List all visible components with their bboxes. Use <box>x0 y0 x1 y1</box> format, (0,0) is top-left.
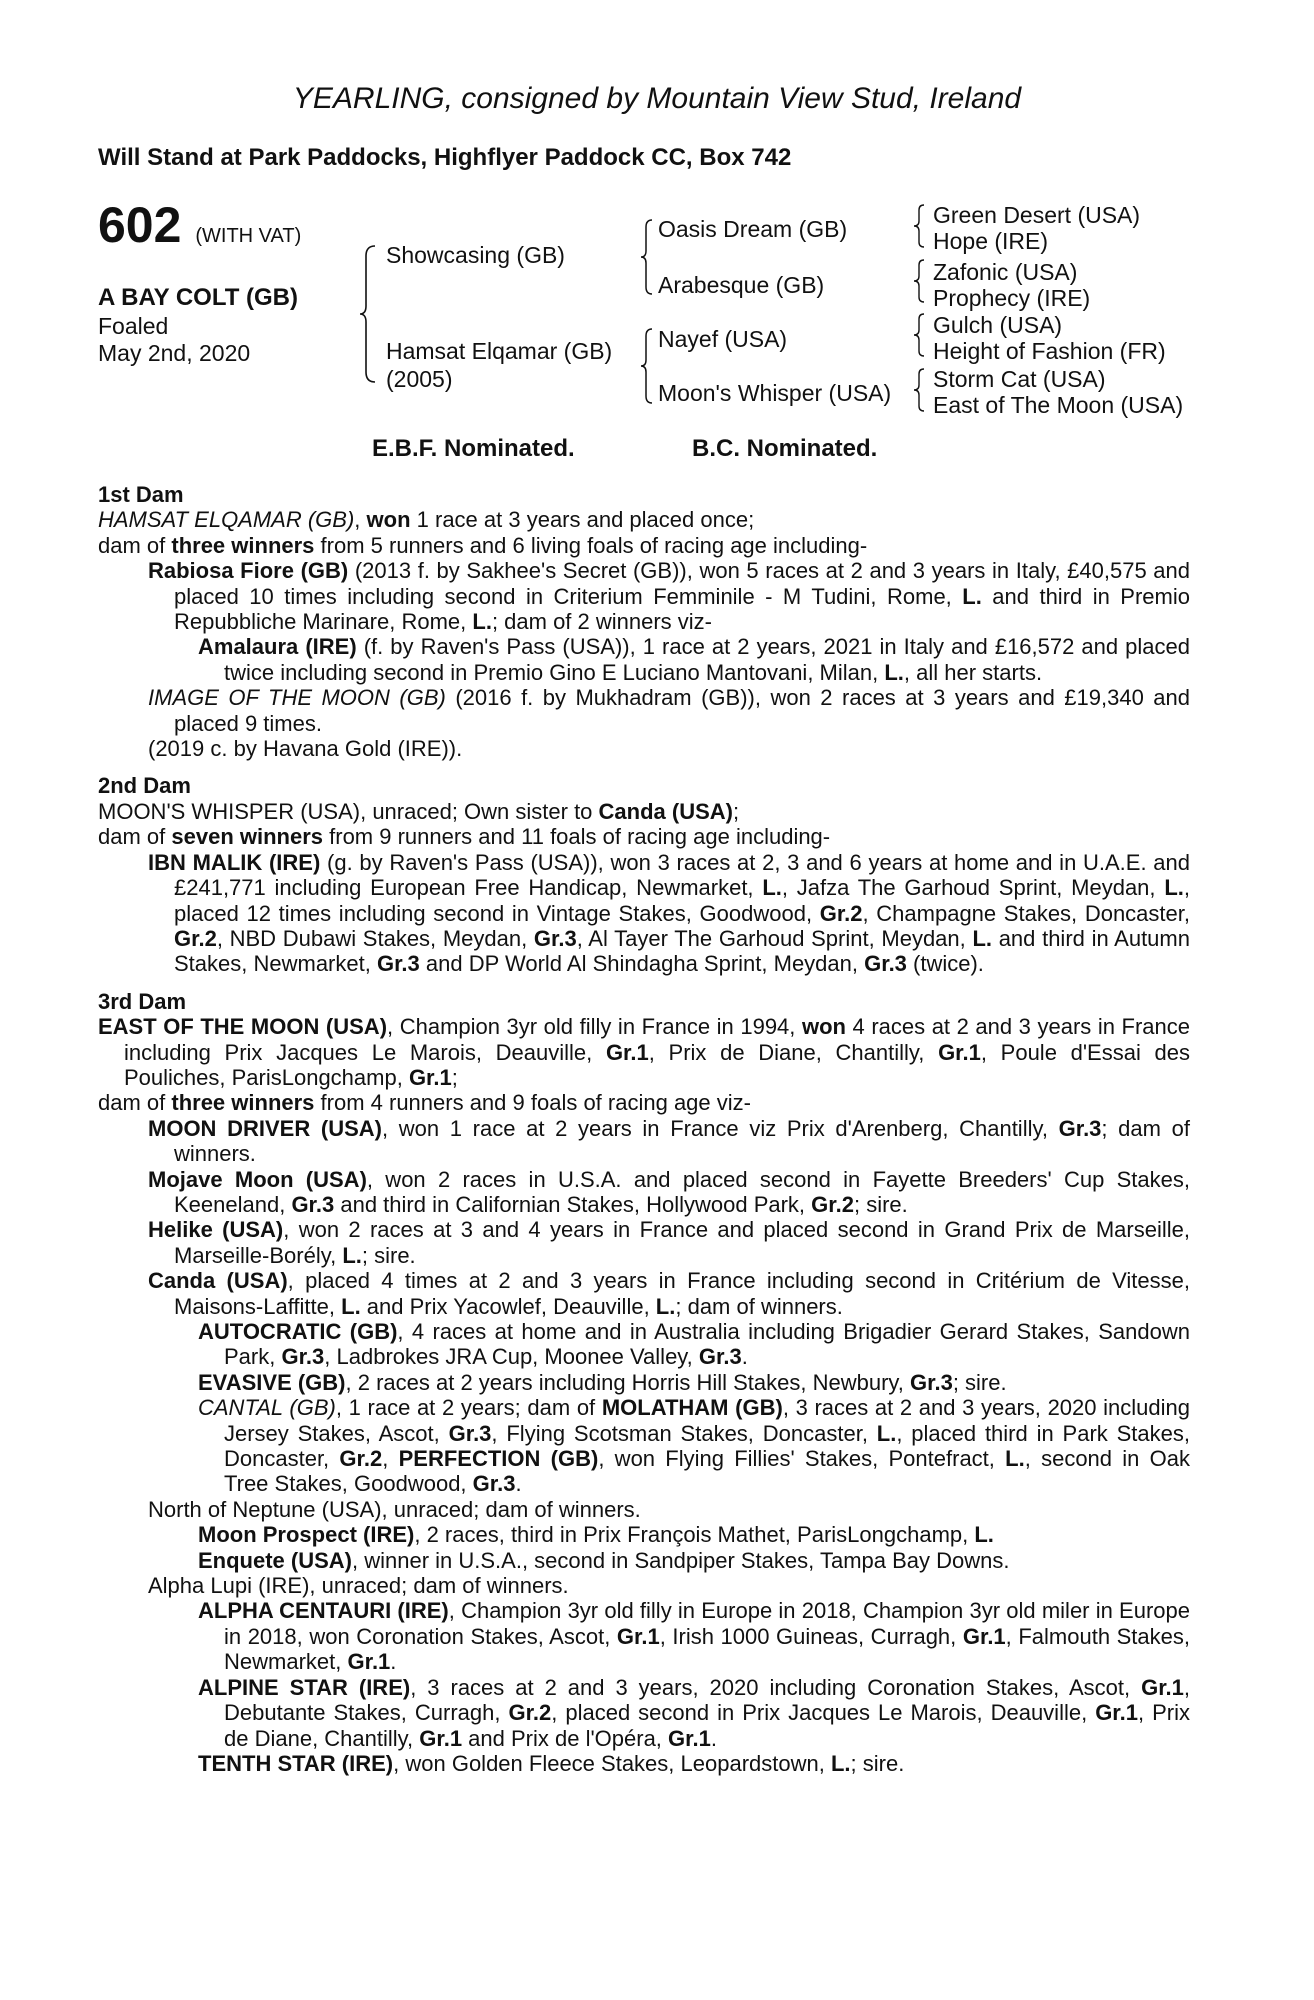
ebf-nomination: E.B.F. Nominated. <box>372 435 575 462</box>
produce-entry: Amalaura (IRE) (f. by Raven's Pass (USA)), 1 race at 2 years, 2021 in Italy and £16,572 and placed twice including second in Premio Gino E Luciano Mantovani, Milan, L., all her starts. <box>198 634 1190 685</box>
foaled-label: Foaled <box>98 313 169 339</box>
third-dam-heading: 3rd Dam <box>98 988 187 1014</box>
first-dam-heading: 1st Dam <box>98 482 184 507</box>
pedigree-ssd: Hope (IRE) <box>933 228 1049 254</box>
pedigree-brace-ss <box>912 203 926 249</box>
produce-entry: Mojave Moon (USA), won 2 races in U.S.A. and placed second in Fayette Breeders' Cup Stakes, Keeneland, Gr.3 and third in Californian Stakes, Hollywood Park, Gr.2; sire. <box>148 1166 1190 1217</box>
vat-label: (WITH VAT) <box>195 225 302 247</box>
produce-entry: ALPINE STAR (IRE), 3 races at 2 and 3 years, 2020 including Coronation Stakes, Ascot, Gr.1, Debutante Stakes, Curragh, Gr.2, placed second in Prix Jacques Le Marois, Deauville, Gr.1, Prix de Diane, Chantilly, Gr.1 and Prix de l'Opéra, Gr.1. <box>198 1674 1191 1751</box>
produce-entry: Enquete (USA), winner in U.S.A., second in Sandpiper Stakes, Tampa Bay Downs. <box>198 1547 1010 1573</box>
pedigree-dds: Storm Cat (USA) <box>933 366 1106 392</box>
produce-entry: EVASIVE (GB), 2 races at 2 years including Horris Hill Stakes, Newbury, Gr.3; sire. <box>198 1369 1007 1395</box>
produce-entry: (2019 c. by Havana Gold (IRE)). <box>148 736 463 762</box>
produce-entry: CANTAL (GB), 1 race at 2 years; dam of MOLATHAM (GB), 3 races at 2 and 3 years, 2020 including Jersey Stakes, Ascot, Gr.3, Flying Scotsman Stakes, Doncaster, L., placed third in Park Stakes, Doncaster, Gr.2, PERFECTION (GB), won Flying Fillies' Stakes, Pontefract, L., second in Oak Tree Stakes, Goodwood, Gr.3. <box>198 1395 1191 1497</box>
second-dam-produce-summary: dam of seven winners from 9 runners and 11 foals of racing age including- <box>98 824 831 850</box>
produce-entry: TENTH STAR (IRE), won Golden Fleece Stakes, Leopardstown, L.; sire. <box>198 1750 905 1776</box>
produce-entry: ALPHA CENTAURI (IRE), Champion 3yr old filly in Europe in 2018, Champion 3yr old miler in Europe in 2018, won Coronation Stakes, Ascot, Gr.1, Irish 1000 Guineas, Curragh, Gr.1, Falmouth Stakes, Newmarket, Gr.1. <box>198 1598 1191 1675</box>
lot-number-block <box>98 197 302 253</box>
produce-entry: Moon Prospect (IRE), 2 races, third in Prix François Mathet, ParisLongchamp, L. <box>198 1522 994 1548</box>
produce-entry: AUTOCRATIC (GB), 4 races at home and in Australia including Brigadier Gerard Stakes, Sandown Park, Gr.3, Ladbrokes JRA Cup, Moonee Valley, Gr.3. <box>198 1319 1190 1370</box>
produce-entry: Helike (USA), won 2 races at 3 and 4 years in France and placed second in Grand Prix de Marseille, Marseille-Borély, L.; sire. <box>148 1217 1190 1268</box>
first-dam-line: HAMSAT ELQAMAR (GB), won 1 race at 3 years and placed once; <box>98 507 755 533</box>
produce-entry: Alpha Lupi (IRE), unraced; dam of winners. <box>148 1573 569 1599</box>
lot-number: 602 <box>98 197 182 253</box>
produce-entry: MOON DRIVER (USA), won 1 race at 2 years in France viz Prix d'Arenberg, Chantilly, Gr.3; dam of winners. <box>148 1115 1190 1167</box>
pedigree-brace-sire <box>639 218 655 296</box>
produce-entry: IBN MALIK (IRE) (g. by Raven's Pass (USA)), won 3 races at 2, 3 and 6 years at home and in U.A.E. and £241,771 including European Free Handicap, Newmarket, L., Jafza The Garhoud Sprint, Meydan, L., placed 12 times including second in Vintage Stakes, Goodwood, Gr.2, Champagne Stakes, Doncaster, Gr.2, NBD Dubawi Stakes, Meydan, Gr.3, Al Tayer The Garhoud Sprint, Meydan, L. and third in Autumn Stakes, Newmarket, Gr.3 and DP World Al Shindagha Sprint, Meydan, Gr.3 (twice). <box>148 849 1191 977</box>
produce-entry: IMAGE OF THE MOON (GB) (2016 f. by Mukhadram (GB)), won 2 races at 3 years and £19,340 and placed 9 times. <box>148 685 1190 736</box>
produce-entry: North of Neptune (USA), unraced; dam of winners. <box>148 1496 641 1522</box>
pedigree-dss: Gulch (USA) <box>933 312 1063 338</box>
bc-nomination: B.C. Nominated. <box>692 435 878 462</box>
first-dam-produce-summary: dam of three winners from 5 runners and 6 living foals of racing age including- <box>98 532 868 558</box>
produce-entry: Rabiosa Fiore (GB) (2013 f. by Sakhee's Secret (GB)), won 5 races at 2 and 3 years in Italy, £40,575 and placed 10 times including second in Criterium Femminile - M Tudini, Rome, L. and third in Premio Repubbliche Marinare, Rome, L.; dam of 2 winners viz- <box>148 558 1190 635</box>
pedigree-brace-main <box>358 244 378 384</box>
pedigree-sds: Zafonic (USA) <box>933 259 1078 285</box>
stand-location: Will Stand at Park Paddocks, Highflyer Paddock CC, Box 742 <box>98 144 792 171</box>
third-dam-produce-summary: dam of three winners from 4 runners and 9 foals of racing age viz- <box>98 1090 751 1116</box>
pedigree-brace-sd <box>912 258 926 304</box>
pedigree-dam-dam: Moon's Whisper (USA) <box>658 380 892 406</box>
pedigree-ddd: East of The Moon (USA) <box>933 392 1184 418</box>
catalogue-header: YEARLING, consigned by Mountain View Stud, Ireland <box>292 82 1022 115</box>
pedigree-dam-year: (2005) <box>386 366 453 392</box>
catalogue-body <box>98 482 1190 1776</box>
pedigree-brace-dd <box>912 367 926 413</box>
pedigree-sire-sire: Oasis Dream (GB) <box>658 216 848 242</box>
produce-entry: Canda (USA), placed 4 times at 2 and 3 years in France including second in Critérium de Vitesse, Maisons-Laffitte, L. and Prix Yacowlef, Deauville, L.; dam of winners. <box>148 1268 1190 1319</box>
pedigree-brace-dam <box>639 327 655 405</box>
foaled-info <box>98 313 250 367</box>
pedigree-sire: Showcasing (GB) <box>386 242 565 268</box>
pedigree-dam: Hamsat Elqamar (GB) <box>386 338 613 364</box>
second-dam-line: MOON'S WHISPER (USA), unraced; Own sister to Canda (USA); <box>98 798 740 824</box>
pedigree-sdd: Prophecy (IRE) <box>933 285 1091 311</box>
third-dam-line: EAST OF THE MOON (USA), Champion 3yr old filly in France in 1994, won 4 races at 2 and 3 years in France including Prix Jacques Le Marois, Deauville, Gr.1, Prix de Diane, Chantilly, Gr.1, Poule d'Essai des Pouliches, ParisLongchamp, Gr.1; <box>98 1014 1190 1090</box>
foaled-date: May 2nd, 2020 <box>98 340 251 366</box>
pedigree-brace-ds <box>912 312 926 358</box>
pedigree-dsd: Height of Fashion (FR) <box>933 338 1166 364</box>
second-dam-heading: 2nd Dam <box>98 773 191 799</box>
horse-description: A BAY COLT (GB) <box>98 284 299 311</box>
pedigree-dam-sire: Nayef (USA) <box>658 326 788 352</box>
pedigree-sss: Green Desert (USA) <box>933 202 1141 228</box>
pedigree-sire-dam: Arabesque (GB) <box>658 272 825 298</box>
